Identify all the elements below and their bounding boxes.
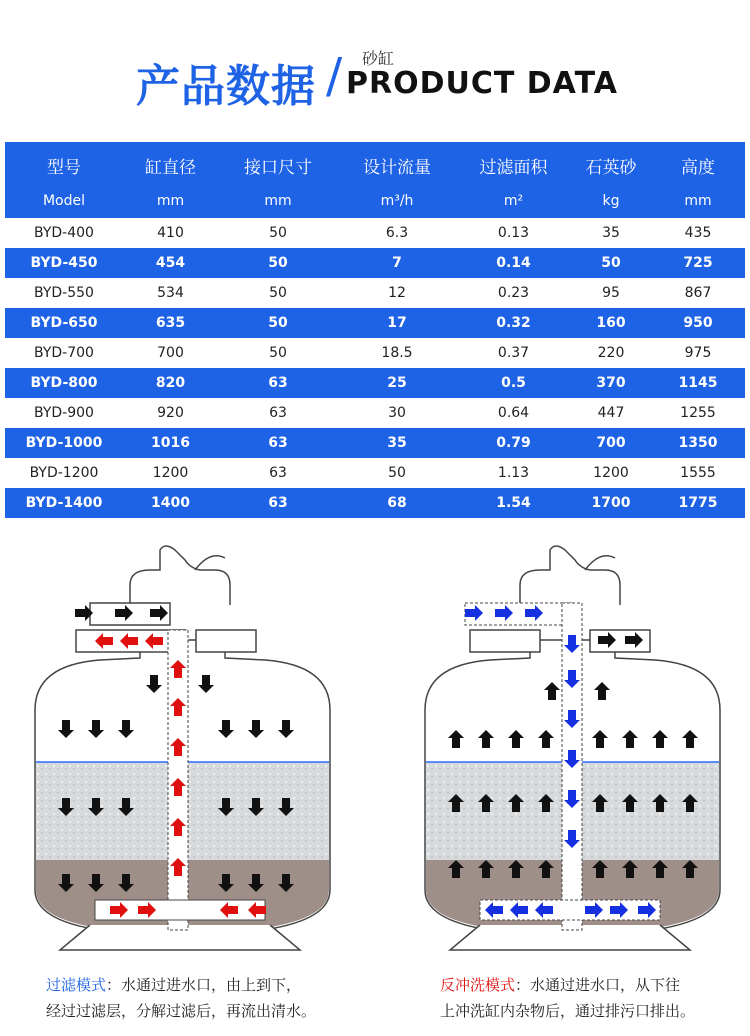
table-cell: 1016 [123,428,218,458]
table-cell: BYD-450 [5,248,123,278]
unit-cell: mm [218,184,338,218]
table-cell: 1775 [651,488,745,518]
unit-cell: Model [5,184,123,218]
table-row [5,398,745,428]
table-cell: 975 [651,338,745,368]
backwash-mode-diagram [410,540,740,960]
table-cell: 1350 [651,428,745,458]
table-cell: 63 [218,368,338,398]
table-row [5,338,745,368]
table-cell: 950 [651,308,745,338]
table-cell: 220 [571,338,651,368]
title-slash: / [326,48,343,104]
table-cell: 12 [338,278,456,308]
table-row [5,218,745,248]
unit-cell: m² [456,184,571,218]
table-cell: 35 [571,218,651,248]
unit-cell: mm [123,184,218,218]
table-cell: 1145 [651,368,745,398]
table-cell: BYD-1000 [5,428,123,458]
product-data-table [5,142,745,518]
table-row [5,428,745,458]
table-cell: 63 [218,428,338,458]
table-cell: 0.13 [456,218,571,248]
table-cell: 0.32 [456,308,571,338]
table-cell: BYD-700 [5,338,123,368]
header-row-unit [5,184,745,218]
table-cell: 920 [123,398,218,428]
table-cell: 63 [218,398,338,428]
table-cell: 0.14 [456,248,571,278]
table-cell: BYD-800 [5,368,123,398]
table-row [5,248,745,278]
table-cell: 50 [218,248,338,278]
title-note: 砂缸 [362,49,395,68]
table-cell: 25 [338,368,456,398]
table-cell: 63 [218,458,338,488]
table-cell: 7 [338,248,456,278]
table-cell: 0.79 [456,428,571,458]
table-cell: BYD-1400 [5,488,123,518]
table-row [5,488,745,518]
table-cell: 30 [338,398,456,428]
backwash-mode-text1: ：水通过进水口，从下往 [515,976,681,994]
table-cell: 1555 [651,458,745,488]
table-cell: 1.13 [456,458,571,488]
table-cell: 68 [338,488,456,518]
header-cell: 缸直径 [123,142,218,184]
table-cell: 1200 [571,458,651,488]
table-cell: 1200 [123,458,218,488]
filter-mode-diagram [20,540,350,960]
table-cell: BYD-400 [5,218,123,248]
filter-mode-text1: ：水通过进水口，由上到下， [106,976,302,994]
table-cell: 1700 [571,488,651,518]
table-cell: 820 [123,368,218,398]
header-cell: 型号 [5,142,123,184]
table-cell: 410 [123,218,218,248]
backwash-mode-caption [440,972,750,1024]
table-cell: 867 [651,278,745,308]
table-cell: 447 [571,398,651,428]
header-cell: 接口尺寸 [218,142,338,184]
unit-cell: m³/h [338,184,456,218]
unit-cell: kg [571,184,651,218]
table-cell: 1400 [123,488,218,518]
table-cell: 18.5 [338,338,456,368]
table-cell: 435 [651,218,745,248]
table-cell: 6.3 [338,218,456,248]
table-cell: 50 [571,248,651,278]
header-row-cn [5,142,745,184]
header-cell: 设计流量 [338,142,456,184]
table-cell: 50 [218,218,338,248]
header-cell: 过滤面积 [456,142,571,184]
table-cell: 1255 [651,398,745,428]
table-row [5,458,745,488]
backwash-mode-text2: 上冲洗缸内杂物后，通过排污口排出。 [440,1002,696,1020]
table-cell: 700 [571,428,651,458]
table-cell: 1.54 [456,488,571,518]
page-title-cn: 产品数据 [136,61,316,112]
header-cell: 高度 [651,142,745,184]
page-title-en: PRODUCT DATA [346,66,618,101]
table-cell: 534 [123,278,218,308]
table-cell: 0.37 [456,338,571,368]
table-row [5,368,745,398]
filter-mode-text2: 经过过滤层，分解过滤后，再流出清水。 [46,1002,317,1020]
table-cell: 63 [218,488,338,518]
table-cell: 50 [218,278,338,308]
table-cell: 95 [571,278,651,308]
table-row [5,278,745,308]
filter-mode-caption [46,972,386,1024]
table-cell: BYD-1200 [5,458,123,488]
backwash-mode-label: 反冲洗模式 [440,976,516,994]
table-row [5,308,745,338]
table-cell: 50 [218,308,338,338]
table-cell: BYD-550 [5,278,123,308]
table-cell: BYD-650 [5,308,123,338]
table-cell: 0.5 [456,368,571,398]
table-cell: 0.23 [456,278,571,308]
table-cell: BYD-900 [5,398,123,428]
table-cell: 700 [123,338,218,368]
table-cell: 370 [571,368,651,398]
table-cell: 35 [338,428,456,458]
header-cell: 石英砂 [571,142,651,184]
unit-cell: mm [651,184,745,218]
table-cell: 17 [338,308,456,338]
table-cell: 50 [338,458,456,488]
table-cell: 0.64 [456,398,571,428]
table-cell: 50 [218,338,338,368]
table-cell: 454 [123,248,218,278]
filter-mode-label: 过滤模式 [46,976,107,994]
table-cell: 725 [651,248,745,278]
table-cell: 160 [571,308,651,338]
table-cell: 635 [123,308,218,338]
